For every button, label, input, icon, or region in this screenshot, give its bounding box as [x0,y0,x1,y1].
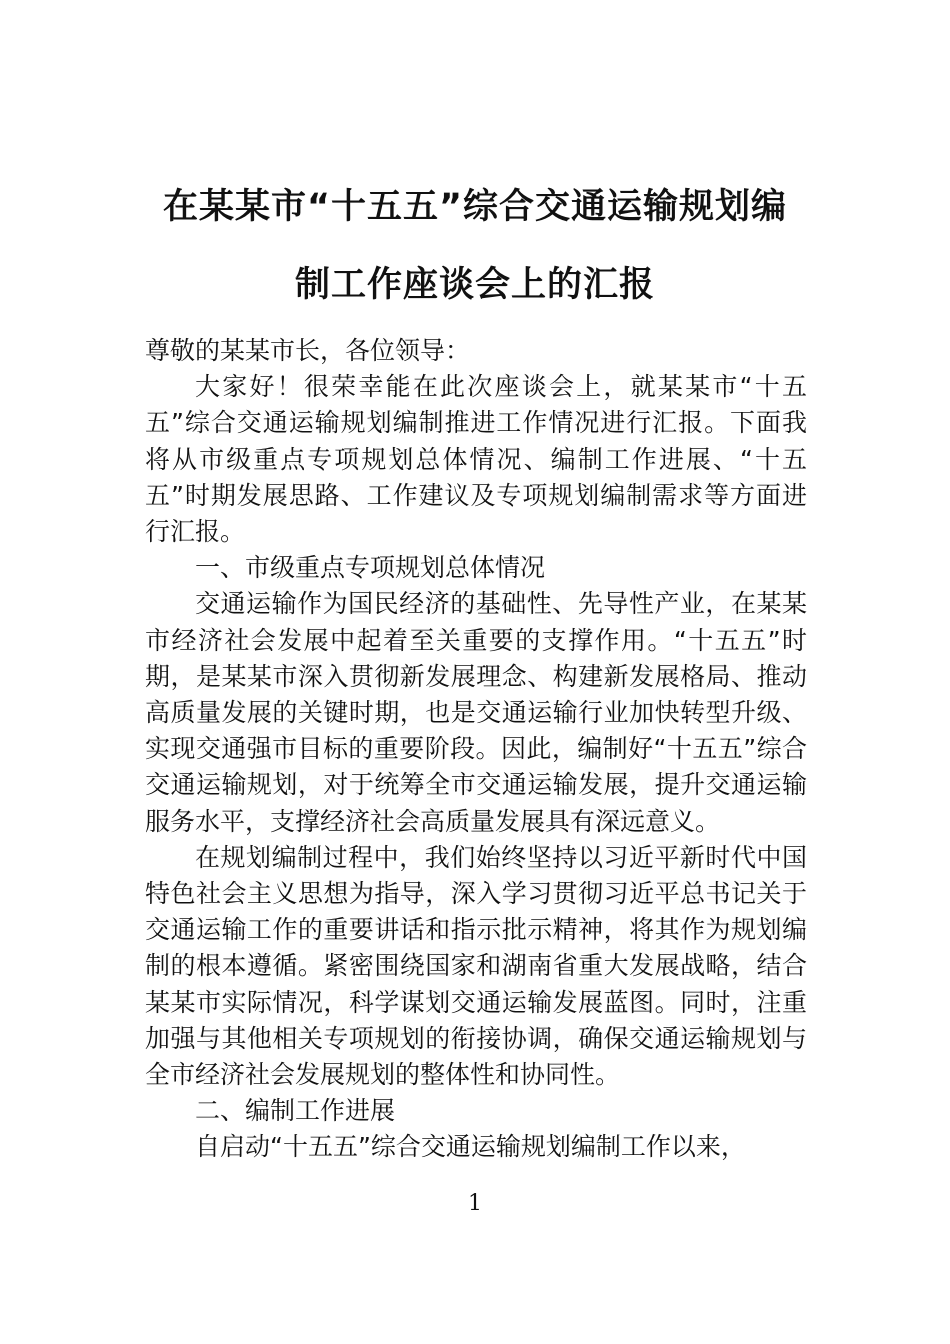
title-line-1: 在某某市“十五五”综合交通运输规划编 [162,187,787,227]
document-title [140,168,810,324]
document-body [145,333,807,1166]
section-heading-2: 二、编制工作进展 [195,1096,396,1126]
paragraph: 自启动“十五五”综合交通运输规划编制工作以来， [195,1132,746,1162]
section-heading-1: 一、市级重点专项规划总体情况 [195,553,546,583]
salutation: 尊敬的某某市长，各位领导： [145,336,471,365]
paragraph: 交通运输作为国民经济的基础性、先导性产业，在某某市经济社会发展中起着至关重要的支撑作用。“十五五”时期，是某某市深入贯彻新发展理念、构建新发展格局、推动高质量发展的关键时期，也是交通运输行业加快转型升级、实现交通强市目标的重要阶段。因此，编制好“十五五”综合交通运输规划，对于统筹全市交通运输发展，提升交通运输服务水平，支撑经济社会高质量发展具有深远意义。 [145,589,807,836]
page-number: 1 [468,1191,482,1216]
paragraph-opening: 大家好！很荣幸能在此次座谈会上，就某某市“十五五”综合交通运输规划编制推进工作情况进行汇报。下面我将从市级重点专项规划总体情况、编制工作进展、“十五五”时期发展思路、工作建议及专项规划编制需求等方面进行汇报。 [145,372,807,547]
paragraph: 在规划编制过程中，我们始终坚持以习近平新时代中国特色社会主义思想为指导，深入学习贯彻习近平总书记关于交通运输工作的重要讲话和指示批示精神，将其作为规划编制的根本遵循。紧密围绕国家和湖南省重大发展战略，结合某某市实际情况，科学谋划交通运输发展蓝图。同时，注重加强与其他相关专项规划的衔接协调，确保交通运输规划与全市经济社会发展规划的整体性和协同性。 [145,842,807,1090]
title-line-2: 制工作座谈会上的汇报 [294,265,655,305]
